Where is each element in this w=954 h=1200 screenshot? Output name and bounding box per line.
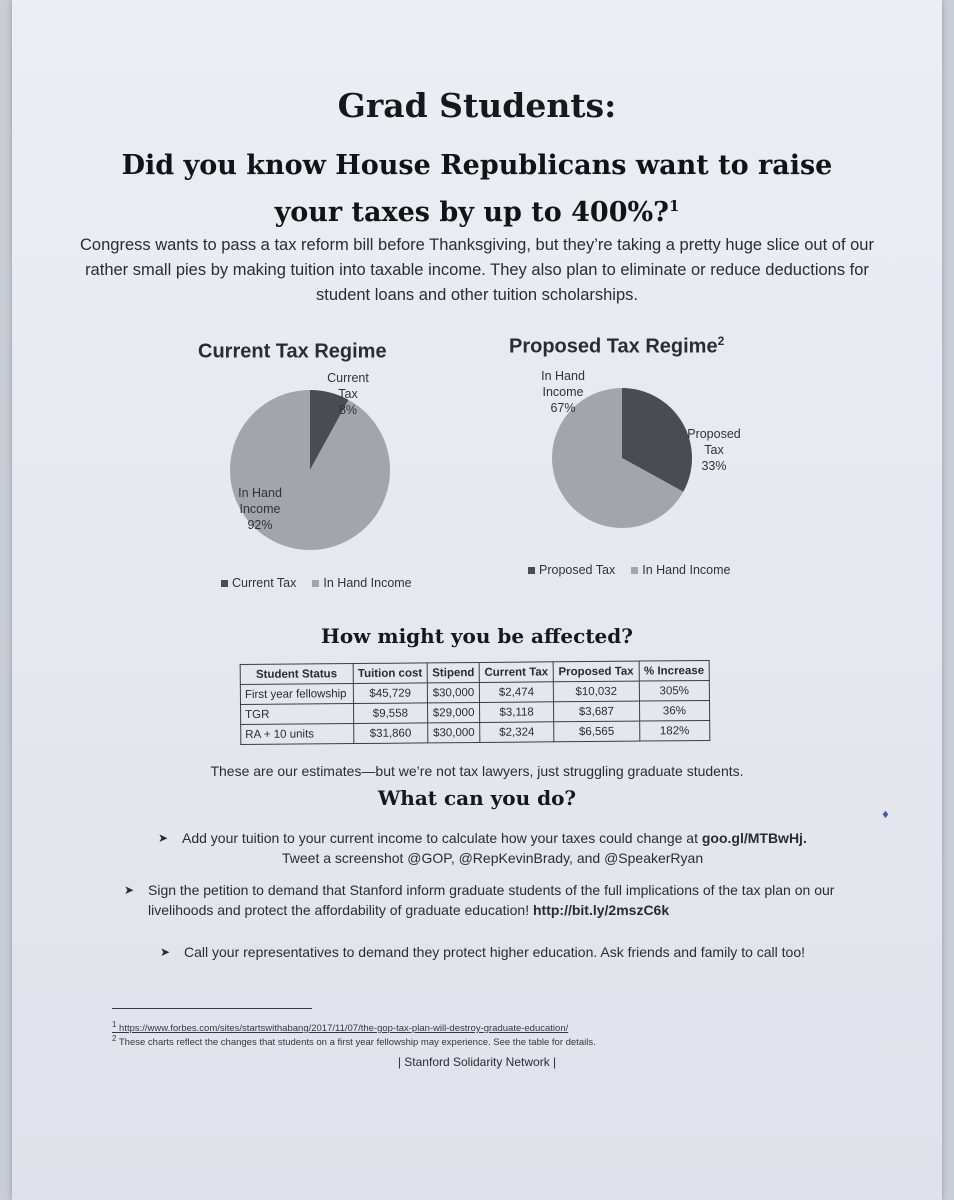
table-cell: 305% — [639, 680, 710, 701]
arrow-bullet-icon: ➤ — [160, 945, 171, 959]
action-item-calculate: ➤ Add your tuition to your current income to calculate how your taxes could change at goo.gl/MTBwHj. Tweet a screenshot @GOP, @RepKevinBrady, and @SpeakerRyan — [158, 830, 807, 866]
organization-signature: | Stanford Solidarity Network | — [397, 1055, 557, 1069]
legend-item-proposed-tax: Proposed Tax — [528, 563, 615, 577]
current-tax-slice-label: Current Tax 8% — [327, 371, 369, 417]
table-cell: First year fellowship — [240, 684, 353, 705]
column-header: Proposed Tax — [553, 661, 639, 682]
table-cell: RA + 10 units — [241, 724, 354, 745]
action-item-call: ➤ Call your representatives to demand they protect higher education. Ask friends and family to call too! — [160, 944, 806, 960]
calculator-link[interactable]: goo.gl/MTBwHj. — [701, 830, 807, 846]
column-header: Stipend — [427, 662, 479, 682]
column-header: Student Status — [240, 664, 353, 685]
current-chart-legend — [221, 576, 412, 590]
table-cell: TGR — [241, 704, 354, 725]
pen-mark-icon: ♦ — [881, 810, 890, 821]
column-header: % Increase — [639, 660, 709, 681]
petition-link[interactable]: http://bit.ly/2mszC6k — [533, 902, 670, 918]
table-cell: $2,474 — [479, 682, 553, 703]
column-header: Tuition cost — [353, 663, 428, 684]
legend-item-in-hand-income: In Hand Income — [312, 576, 411, 590]
footnote-2: $^2$ These charts reflect the changes that students on a first year fellowship may experience. See the table for details. — [112, 1034, 596, 1049]
table-cell: $10,032 — [553, 681, 639, 702]
proposed-tax-slice-label: Proposed Tax 33% — [687, 427, 741, 473]
headline-line2: your taxes by up to 400%? — [274, 197, 669, 228]
proposed-chart-legend — [528, 563, 730, 577]
table-cell: $9,558 — [353, 703, 428, 724]
affected-heading: How might you be affected? — [321, 624, 633, 648]
arrow-bullet-icon: ➤ — [124, 883, 135, 897]
current-income-slice-label: In Hand Income 92% — [238, 486, 282, 532]
table-cell: $30,000 — [428, 722, 480, 742]
legend-swatch — [312, 580, 319, 587]
flyer-title: Grad Students: — [337, 86, 617, 125]
table-cell: $3,687 — [554, 701, 640, 722]
legend-item-current-tax: Current Tax — [221, 576, 296, 590]
action-item-petition: ➤ Sign the petition to demand that Stanford inform graduate students of the full implications of the tax plan on our livelihoods and protect the affordability of graduate education! http://bit.ly/2mszC6k — [124, 882, 835, 918]
table-row — [241, 720, 710, 744]
table-cell: 182% — [639, 720, 710, 741]
current-chart-title: Current Tax Regime — [198, 340, 387, 363]
table-cell: $6,565 — [554, 721, 640, 742]
headline — [60, 146, 894, 233]
proposed-chart-title: Proposed Tax Regime$^2$ — [509, 334, 725, 358]
footnote-1[interactable]: $^1$ https://www.forbes.com/sites/startswithabang/2017/11/07/the-gop-tax-plan-will-destroy-graduate-education/ — [112, 1020, 569, 1035]
what-can-you-do-heading: What can you do? — [377, 786, 577, 810]
table-cell: $30,000 — [427, 682, 479, 702]
table-cell: $3,118 — [480, 702, 554, 723]
headline-footnote-mark: 1 — [668, 197, 680, 215]
intro-paragraph: Congress wants to pass a tax reform bill before Thanksgiving, but they’re taking a pretty huge slice out of our rather small pies by making tuition into taxable income. They also plan to eliminate or reduce deductions for student loans and other tuition scholarships. — [80, 236, 874, 304]
column-header: Current Tax — [479, 662, 553, 683]
table-cell: $45,729 — [353, 683, 428, 704]
legend-item-in-hand-income: In Hand Income — [631, 563, 730, 577]
table-cell: $31,860 — [353, 723, 428, 744]
estimates-note: These are our estimates—but we’re not tax lawyers, just struggling graduate students. — [210, 763, 744, 779]
headline-line1: Did you know House Republicans want to raise — [121, 150, 833, 181]
proposed-income-slice-label: In Hand Income 67% — [541, 369, 585, 415]
table-cell: $2,324 — [480, 722, 554, 743]
table-cell: $29,000 — [428, 702, 480, 722]
legend-swatch — [221, 580, 228, 587]
legend-swatch — [631, 567, 638, 574]
legend-swatch — [528, 567, 535, 574]
impact-table — [240, 660, 711, 745]
footnote-divider — [112, 1008, 312, 1009]
table-cell: 36% — [639, 700, 709, 721]
arrow-bullet-icon: ➤ — [158, 831, 169, 845]
